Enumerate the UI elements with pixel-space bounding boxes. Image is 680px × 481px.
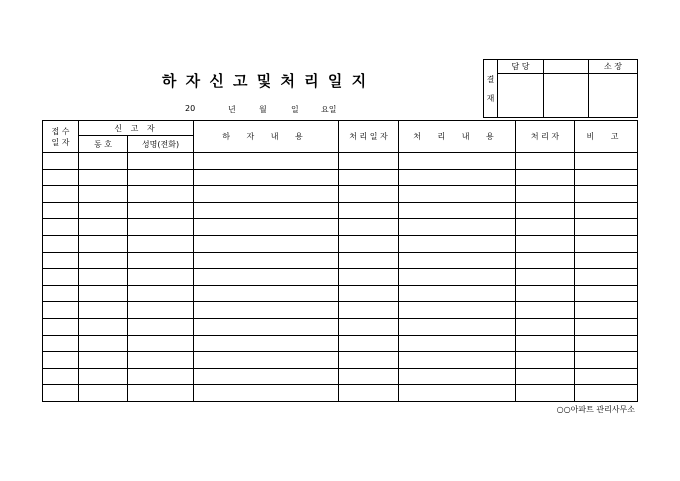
header-processor: 처 리 자 [516, 121, 575, 153]
table-cell[interactable] [128, 285, 194, 302]
table-cell[interactable] [516, 169, 575, 186]
table-cell[interactable] [575, 385, 638, 402]
table-cell[interactable] [399, 335, 516, 352]
table-cell[interactable] [575, 186, 638, 203]
table-cell[interactable] [79, 186, 128, 203]
header-defect-content: 하 자 내 용 [194, 121, 339, 153]
table-cell[interactable] [43, 335, 79, 352]
table-cell[interactable] [128, 318, 194, 335]
table-row [43, 302, 638, 319]
table-cell[interactable] [339, 335, 399, 352]
table-cell[interactable] [43, 169, 79, 186]
table-cell[interactable] [516, 153, 575, 170]
table-cell[interactable] [43, 352, 79, 369]
table-row [43, 285, 638, 302]
table-cell[interactable] [399, 385, 516, 402]
table-cell[interactable] [194, 335, 339, 352]
table-cell[interactable] [399, 235, 516, 252]
table-cell[interactable] [339, 219, 399, 236]
table-cell[interactable] [194, 352, 339, 369]
table-cell[interactable] [575, 269, 638, 286]
header-name-phone: 성명(전화) [128, 136, 194, 153]
table-cell[interactable] [339, 302, 399, 319]
table-cell[interactable] [399, 318, 516, 335]
table-cell[interactable] [79, 318, 128, 335]
table-cell[interactable] [339, 318, 399, 335]
table-cell[interactable] [194, 252, 339, 269]
table-cell[interactable] [128, 269, 194, 286]
table-cell[interactable] [399, 368, 516, 385]
table-cell[interactable] [128, 302, 194, 319]
table-cell[interactable] [128, 186, 194, 203]
table-cell[interactable] [79, 252, 128, 269]
table-cell[interactable] [128, 219, 194, 236]
table-cell[interactable] [194, 219, 339, 236]
table-cell[interactable] [339, 252, 399, 269]
table-row [43, 252, 638, 269]
table-cell[interactable] [575, 252, 638, 269]
table-cell[interactable] [128, 385, 194, 402]
table-cell[interactable] [575, 335, 638, 352]
page-title: 하 자 신 고 및 처 리 일 지 [161, 72, 369, 90]
table-row [43, 318, 638, 335]
table-cell[interactable] [128, 352, 194, 369]
table-cell[interactable] [575, 352, 638, 369]
table-cell[interactable] [79, 385, 128, 402]
table-cell[interactable] [399, 153, 516, 170]
table-cell[interactable] [194, 285, 339, 302]
table-cell[interactable] [575, 153, 638, 170]
table-cell[interactable] [399, 202, 516, 219]
table-row [43, 385, 638, 402]
table-cell[interactable] [43, 285, 79, 302]
table-cell[interactable] [128, 235, 194, 252]
table-cell[interactable] [194, 318, 339, 335]
approval-col-charge: 담 당 [498, 60, 544, 74]
table-cell[interactable] [339, 186, 399, 203]
table-cell[interactable] [339, 385, 399, 402]
table-row [43, 186, 638, 203]
approval-sign-director[interactable] [589, 74, 638, 118]
table-cell[interactable] [79, 219, 128, 236]
table-cell[interactable] [399, 252, 516, 269]
table-row [43, 202, 638, 219]
table-row [43, 368, 638, 385]
table-cell[interactable] [43, 269, 79, 286]
approval-box [483, 59, 638, 118]
table-row [43, 352, 638, 369]
header-process-content: 처 리 내 용 [399, 121, 516, 153]
table-cell[interactable] [575, 235, 638, 252]
table-cell[interactable] [194, 385, 339, 402]
table-cell[interactable] [575, 285, 638, 302]
table-row [43, 335, 638, 352]
table-cell[interactable] [399, 302, 516, 319]
date-day-label: 일 [291, 105, 299, 114]
table-cell[interactable] [79, 169, 128, 186]
table-cell[interactable] [79, 153, 128, 170]
table-cell[interactable] [43, 153, 79, 170]
table-cell[interactable] [516, 219, 575, 236]
table-cell[interactable] [79, 335, 128, 352]
table-cell[interactable] [516, 252, 575, 269]
table-cell[interactable] [128, 335, 194, 352]
table-cell[interactable] [194, 302, 339, 319]
table-cell[interactable] [516, 318, 575, 335]
header-dong-ho: 동 호 [79, 136, 128, 153]
table-cell[interactable] [128, 368, 194, 385]
table-row [43, 219, 638, 236]
table-cell[interactable] [399, 285, 516, 302]
table-cell[interactable] [79, 202, 128, 219]
table-row [43, 169, 638, 186]
table-cell[interactable] [194, 202, 339, 219]
table-cell[interactable] [516, 385, 575, 402]
table-cell[interactable] [399, 269, 516, 286]
table-cell[interactable] [128, 169, 194, 186]
table-cell[interactable] [339, 368, 399, 385]
table-cell[interactable] [399, 219, 516, 236]
table-cell[interactable] [128, 202, 194, 219]
table-cell[interactable] [575, 169, 638, 186]
table-cell[interactable] [128, 153, 194, 170]
table-cell[interactable] [194, 186, 339, 203]
table-cell[interactable] [516, 368, 575, 385]
header-reporter: 신 고 자 [79, 121, 194, 136]
table-cell[interactable] [194, 368, 339, 385]
table-cell[interactable] [399, 352, 516, 369]
table-cell[interactable] [399, 169, 516, 186]
date-year-prefix: 20 [185, 104, 196, 113]
table-cell[interactable] [43, 252, 79, 269]
table-cell[interactable] [516, 302, 575, 319]
approval-col-blank [544, 60, 589, 74]
table-cell[interactable] [79, 368, 128, 385]
table-cell[interactable] [516, 202, 575, 219]
approval-sign-charge[interactable] [498, 74, 544, 118]
table-cell[interactable] [575, 318, 638, 335]
table-cell[interactable] [194, 235, 339, 252]
approval-sign-blank[interactable] [544, 74, 589, 118]
table-cell[interactable] [43, 302, 79, 319]
table-cell[interactable] [575, 302, 638, 319]
table-cell[interactable] [43, 368, 79, 385]
date-month-label: 월 [259, 105, 267, 114]
table-cell[interactable] [79, 285, 128, 302]
table-cell[interactable] [516, 269, 575, 286]
table-cell[interactable] [516, 285, 575, 302]
table-cell[interactable] [194, 153, 339, 170]
table-cell[interactable] [575, 202, 638, 219]
table-cell[interactable] [79, 235, 128, 252]
table-cell[interactable] [43, 385, 79, 402]
table-cell[interactable] [339, 153, 399, 170]
table-row [43, 269, 638, 286]
table-cell[interactable] [43, 186, 79, 203]
table-cell[interactable] [339, 352, 399, 369]
table-cell[interactable] [575, 219, 638, 236]
table-cell[interactable] [128, 252, 194, 269]
table-cell[interactable] [516, 186, 575, 203]
table-cell[interactable] [516, 335, 575, 352]
approval-col-director: 소 장 [589, 60, 638, 74]
table-cell[interactable] [43, 219, 79, 236]
table-cell[interactable] [43, 235, 79, 252]
table-row [43, 153, 638, 170]
table-cell[interactable] [575, 368, 638, 385]
date-weekday-label: 요일 [321, 105, 337, 114]
footer-office: ○○아파트 관리사무소 [556, 405, 635, 414]
table-cell[interactable] [194, 269, 339, 286]
table-cell[interactable] [339, 269, 399, 286]
date-year-label: 년 [228, 105, 236, 114]
table-cell[interactable] [194, 169, 339, 186]
header-process-date: 처 리 일 자 [339, 121, 399, 153]
table-cell[interactable] [339, 202, 399, 219]
table-cell[interactable] [43, 202, 79, 219]
table-cell[interactable] [43, 318, 79, 335]
table-cell[interactable] [339, 285, 399, 302]
header-remarks: 비 고 [575, 121, 638, 153]
header-receipt-date: 접 수 일 자 [43, 121, 79, 153]
table-cell[interactable] [399, 186, 516, 203]
table-cell[interactable] [339, 235, 399, 252]
table-cell[interactable] [516, 235, 575, 252]
defect-log-table [42, 120, 638, 402]
table-cell[interactable] [79, 352, 128, 369]
table-cell[interactable] [516, 352, 575, 369]
approval-label: 결 재 [484, 60, 498, 118]
table-cell[interactable] [339, 169, 399, 186]
table-row [43, 235, 638, 252]
table-cell[interactable] [79, 302, 128, 319]
table-cell[interactable] [79, 269, 128, 286]
